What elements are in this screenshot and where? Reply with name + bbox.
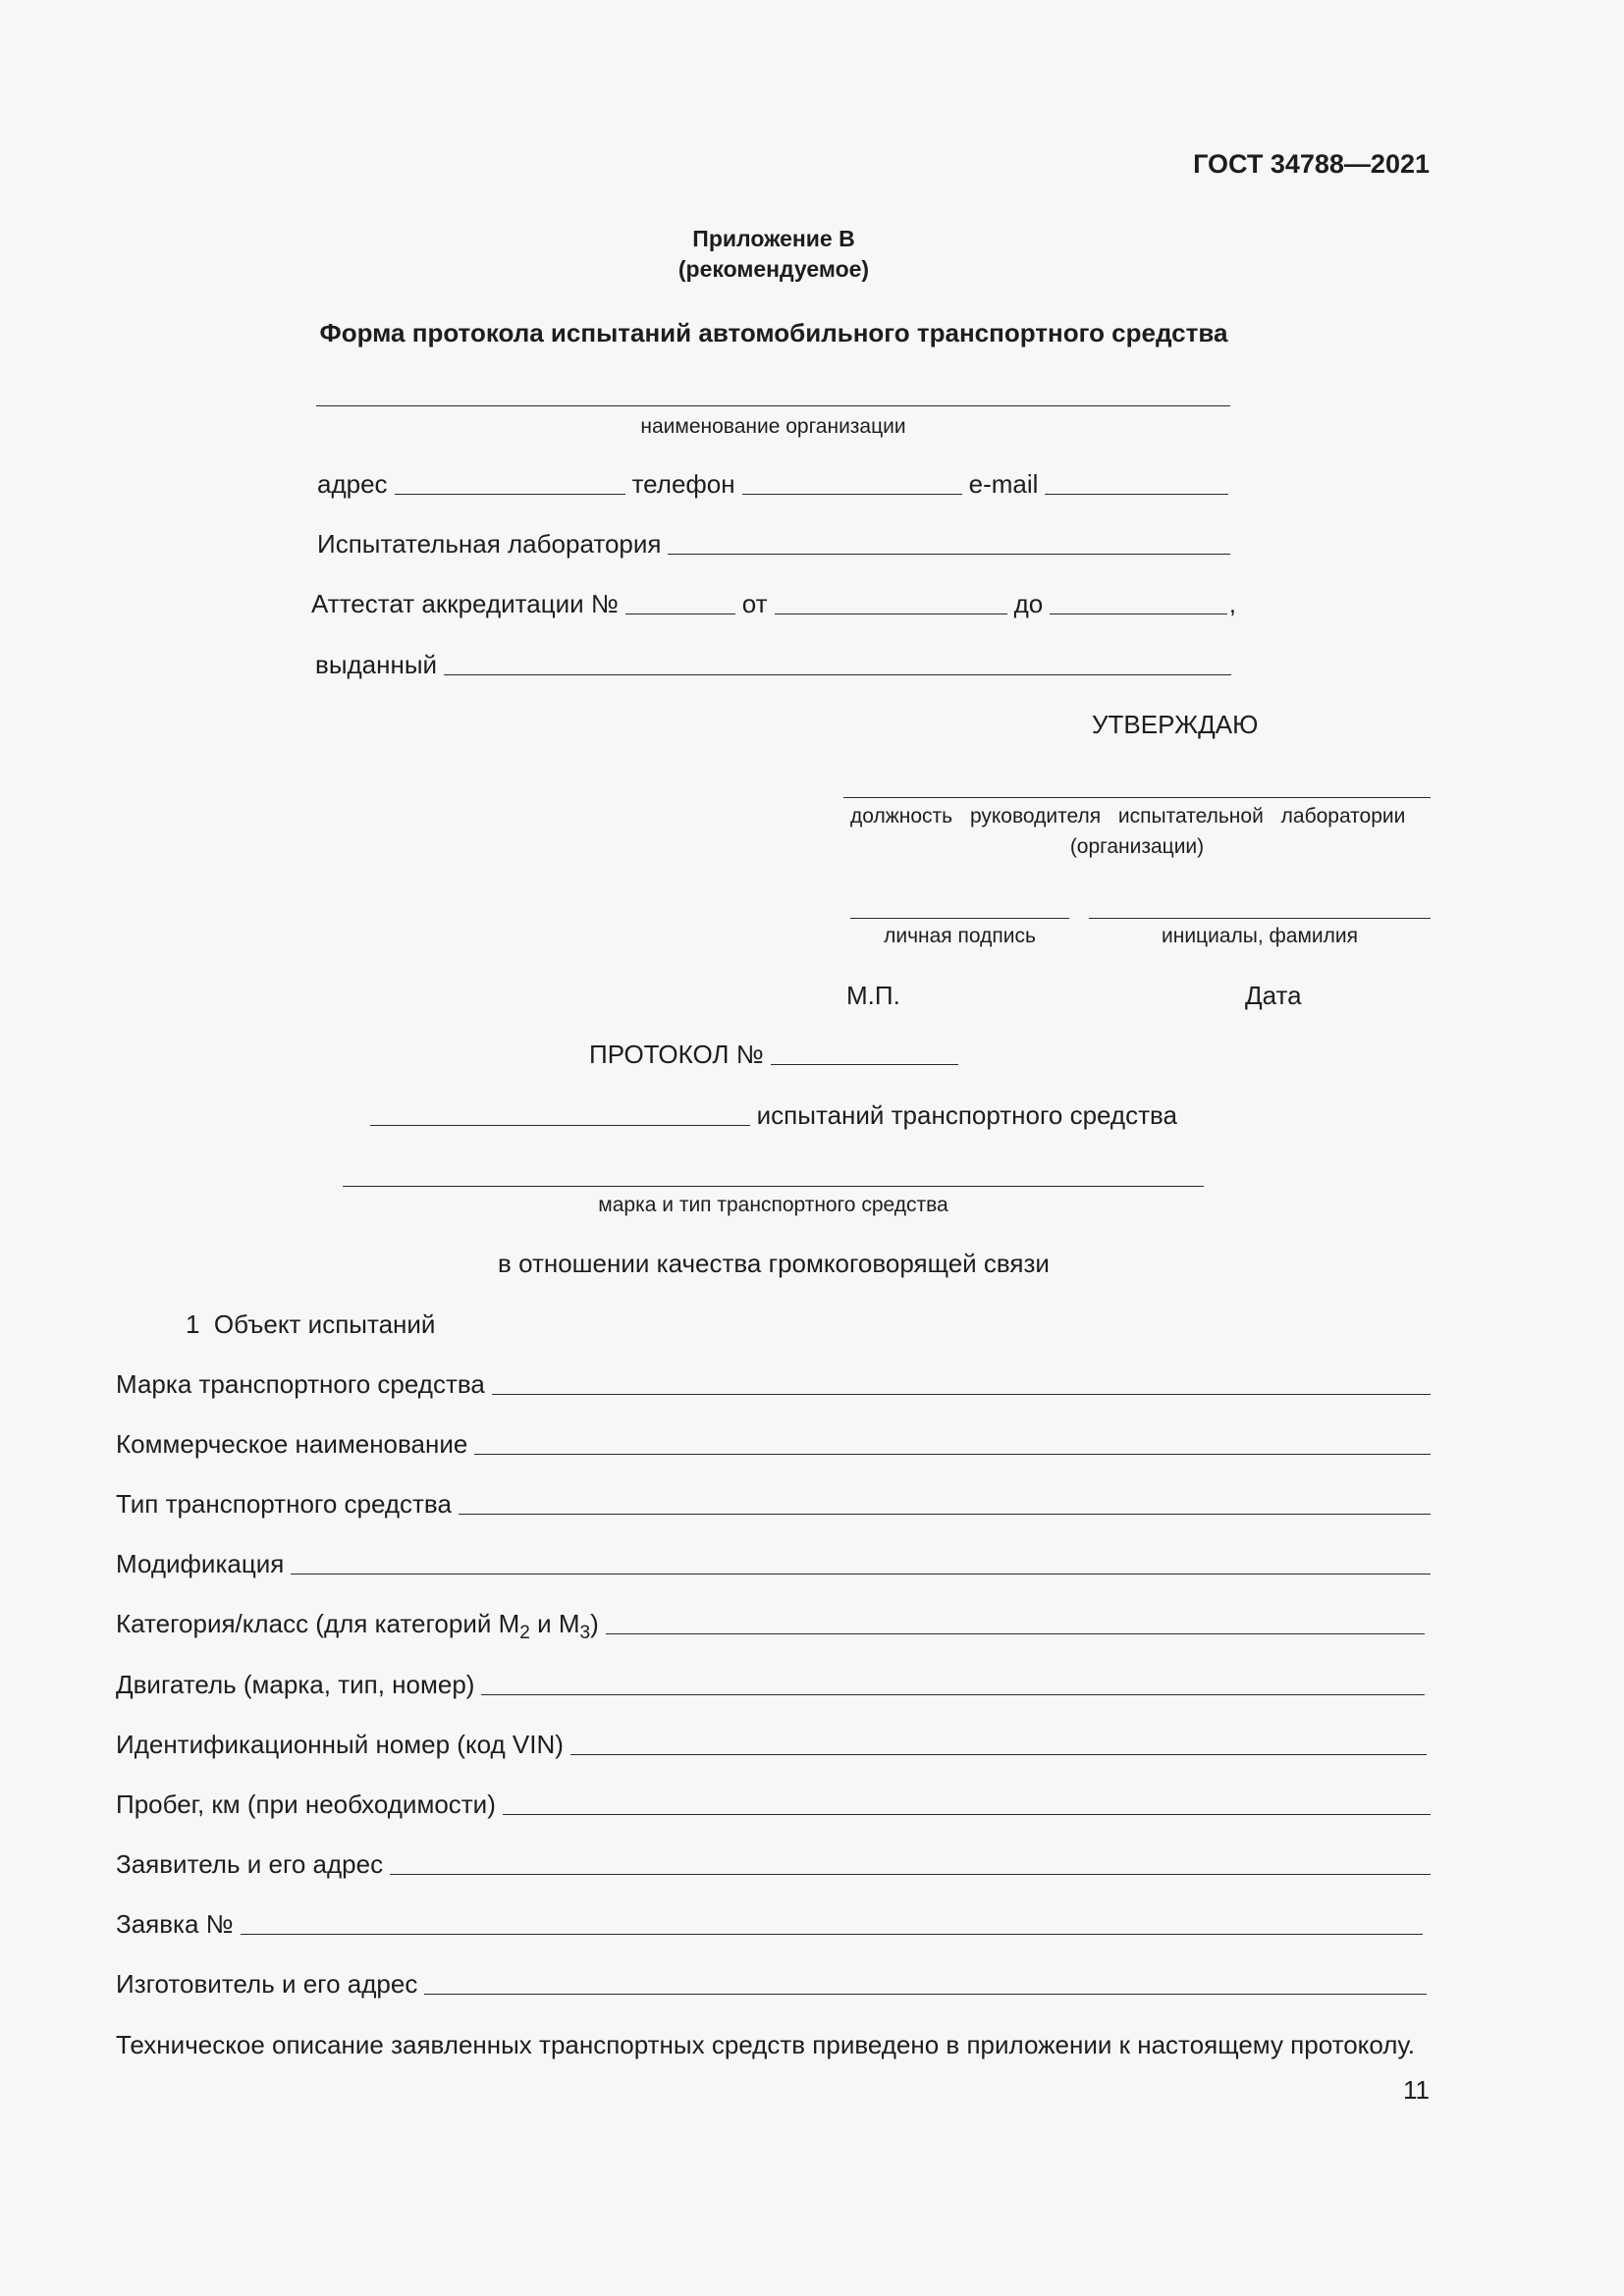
field-brand — [116, 1369, 1431, 1399]
cert-to-label: до — [1013, 589, 1044, 618]
phone-field[interactable] — [742, 494, 962, 495]
protocol-row — [589, 1040, 958, 1069]
field-engine — [116, 1670, 1425, 1699]
engine-input[interactable] — [481, 1694, 1425, 1695]
protocol-subject: в отношении качества громкоговорящей связи — [498, 1249, 1050, 1278]
manufacturer-label: Изготовитель и его адрес — [116, 1969, 418, 1999]
appendix-heading: Форма протокола испытаний автомобильного транспортного средства — [319, 318, 1228, 347]
tests-row — [370, 1100, 1177, 1130]
field-vin — [116, 1730, 1427, 1759]
field-type — [116, 1489, 1431, 1519]
approve-label: УТВЕРЖДАЮ — [1092, 710, 1259, 739]
standard-code: ГОСТ 34788—2021 — [1193, 149, 1430, 179]
manufacturer-input[interactable] — [424, 1994, 1427, 1995]
brand-input[interactable] — [492, 1394, 1431, 1395]
cert-comma: , — [1228, 589, 1236, 618]
position-caption-text: должность руководителя испытательной лаборатории — [850, 805, 1406, 828]
initials-caption: инициалы, фамилия — [1162, 925, 1358, 947]
category-close: ) — [590, 1609, 599, 1638]
field-manufacturer — [116, 1969, 1427, 1999]
field-category — [116, 1609, 1425, 1648]
type-input[interactable] — [459, 1514, 1431, 1515]
signature-caption: личная подпись — [884, 925, 1036, 947]
protocol-number-field[interactable] — [771, 1064, 958, 1065]
signature-line[interactable] — [850, 918, 1069, 919]
commercial-input[interactable] — [474, 1454, 1431, 1455]
seal-label: М.П. — [846, 981, 900, 1010]
mileage-label: Пробег, км (при необходимости) — [116, 1789, 496, 1819]
category-sub2: 2 — [519, 1623, 530, 1644]
category-label — [116, 1609, 599, 1648]
technical-note: Техническое описание заявленных транспортных средств приведено в приложении к настоящему протоколу. — [116, 2030, 1416, 2059]
applicant-label: Заявитель и его адрес — [116, 1849, 384, 1879]
lab-label: Испытательная лаборатория — [317, 529, 662, 559]
issued-label: выданный — [315, 650, 438, 679]
initials-line[interactable] — [1089, 918, 1431, 919]
issued-field[interactable] — [444, 674, 1231, 675]
cert-label: Аттестат аккредитации № — [311, 589, 619, 618]
phone-label: телефон — [631, 469, 735, 499]
page-number: 11 — [1403, 2075, 1430, 2105]
modification-input[interactable] — [291, 1574, 1431, 1575]
org-name-line[interactable] — [316, 405, 1230, 406]
category-sub3: 3 — [579, 1623, 591, 1644]
email-field[interactable] — [1045, 494, 1228, 495]
vehicle-line[interactable] — [343, 1186, 1204, 1187]
lab-row — [317, 529, 1230, 559]
engine-label: Двигатель (марка, тип, номер) — [116, 1670, 475, 1699]
cert-from-label: от — [741, 589, 768, 618]
vin-input[interactable] — [570, 1754, 1427, 1755]
cert-row — [311, 589, 1236, 618]
category-prefix: Категория/класс (для категорий М — [116, 1609, 520, 1638]
modification-label: Модификация — [116, 1549, 285, 1578]
org-name-caption: наименование организации — [640, 415, 906, 438]
position-caption-org: (организации) — [1069, 835, 1205, 858]
field-modification — [116, 1549, 1431, 1578]
date-label: Дата — [1245, 981, 1302, 1010]
type-label: Тип транспортного средства — [116, 1489, 452, 1519]
field-applicant — [116, 1849, 1431, 1879]
vin-label: Идентификационный номер (код VIN) — [116, 1730, 564, 1759]
vehicle-caption: марка и тип транспортного средства — [598, 1194, 948, 1216]
position-caption — [850, 804, 1431, 829]
address-label: адрес — [317, 469, 388, 499]
tests-label: испытаний транспортного средства — [756, 1100, 1177, 1130]
category-input[interactable] — [606, 1633, 1425, 1634]
mileage-input[interactable] — [503, 1814, 1431, 1815]
contact-row — [317, 469, 1228, 499]
category-and: и М — [529, 1609, 580, 1638]
lab-field[interactable] — [668, 554, 1230, 555]
protocol-title: ПРОТОКОЛ № — [589, 1040, 764, 1069]
position-line[interactable] — [843, 797, 1431, 798]
field-application — [116, 1909, 1423, 1939]
application-input[interactable] — [241, 1934, 1423, 1935]
appendix-title: Приложение В — [692, 226, 855, 251]
application-label: Заявка № — [116, 1909, 234, 1939]
brand-label: Марка транспортного средства — [116, 1369, 485, 1399]
commercial-label: Коммерческое наименование — [116, 1429, 468, 1459]
appendix-status: (рекомендуемое) — [677, 256, 870, 282]
applicant-input[interactable] — [390, 1874, 1431, 1875]
field-commercial — [116, 1429, 1431, 1459]
section1-heading: 1 Объект испытаний — [186, 1309, 436, 1339]
field-mileage — [116, 1789, 1431, 1819]
issued-row — [315, 650, 1231, 679]
tests-type-field[interactable] — [370, 1125, 750, 1126]
address-field[interactable] — [395, 494, 625, 495]
email-label: e-mail — [968, 469, 1039, 499]
